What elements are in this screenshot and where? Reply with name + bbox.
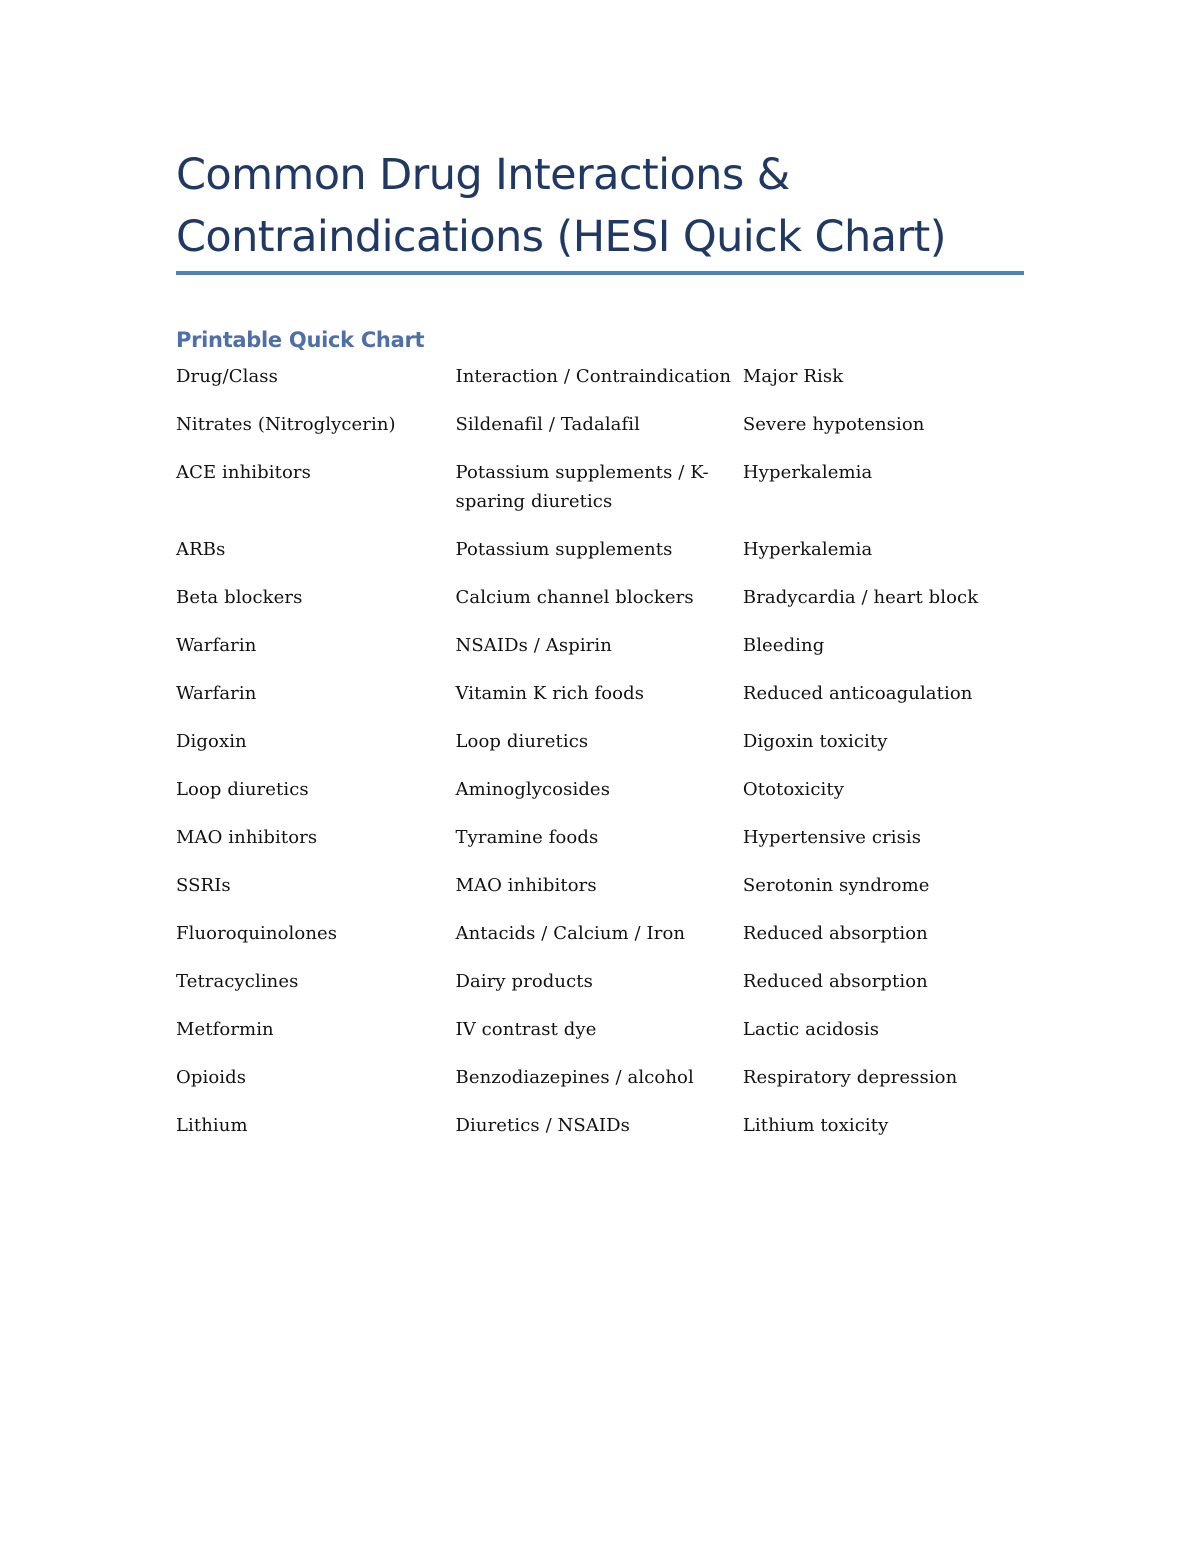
interaction-cell: Potassium supplements	[455, 539, 673, 560]
major-risk-cell: Hyperkalemia	[742, 539, 873, 560]
table-row	[176, 919, 1024, 967]
major-risk-cell: Bleeding	[742, 635, 825, 656]
drug-class-cell: Tetracyclines	[176, 971, 299, 992]
drug-class-cell: Fluoroquinolones	[176, 923, 338, 944]
table-row	[176, 458, 1024, 535]
major-risk-cell: Lithium toxicity	[742, 1115, 889, 1136]
document-title	[176, 144, 1024, 268]
drug-class-cell: MAO inhibitors	[176, 827, 318, 848]
interaction-cell: Sildenafil / Tadalafil	[455, 414, 640, 435]
interaction-cell: Loop diuretics	[455, 731, 589, 752]
title-line-1: Common Drug Interactions &	[176, 150, 790, 200]
table-row	[176, 410, 1024, 458]
major-risk-cell: Respiratory depression	[742, 1067, 958, 1088]
drug-class-cell: Beta blockers	[176, 587, 303, 608]
drug-class-cell: SSRIs	[176, 875, 231, 896]
drug-interaction-table	[176, 362, 1024, 1159]
section-heading: Printable Quick Chart	[176, 328, 425, 352]
drug-class-cell: ACE inhibitors	[176, 462, 311, 483]
major-risk-cell: Reduced anticoagulation	[742, 683, 973, 704]
drug-class-cell: Loop diuretics	[176, 779, 309, 800]
table-row	[176, 679, 1024, 727]
interaction-cell: MAO inhibitors	[455, 875, 597, 896]
column-header-major-risk: Major Risk	[742, 366, 844, 387]
major-risk-cell: Reduced absorption	[742, 923, 928, 944]
major-risk-cell: Bradycardia / heart block	[742, 587, 979, 608]
table-row	[176, 775, 1024, 823]
title-line-2: Contraindications (HESI Quick Chart)	[176, 212, 946, 262]
major-risk-cell: Hyperkalemia	[742, 462, 873, 483]
drug-class-cell: Lithium	[176, 1115, 248, 1136]
table-header-row	[176, 362, 1024, 410]
interaction-cell: Antacids / Calcium / Iron	[455, 923, 686, 944]
major-risk-cell: Hypertensive crisis	[742, 827, 922, 848]
table-row	[176, 1063, 1024, 1111]
drug-class-cell: ARBs	[176, 539, 226, 560]
drug-class-cell: Warfarin	[176, 683, 257, 704]
table-row	[176, 727, 1024, 775]
major-risk-cell: Serotonin syndrome	[742, 875, 930, 896]
table-row	[176, 967, 1024, 1015]
table-row	[176, 823, 1024, 871]
interaction-cell: Diuretics / NSAIDs	[455, 1115, 631, 1136]
major-risk-cell: Lactic acidosis	[742, 1019, 880, 1040]
interaction-cell: Calcium channel blockers	[455, 587, 694, 608]
interaction-cell: Dairy products	[455, 971, 593, 992]
major-risk-cell: Ototoxicity	[742, 779, 845, 800]
column-header-drug-class: Drug/Class	[176, 366, 278, 387]
interaction-cell: Vitamin K rich foods	[455, 683, 645, 704]
drug-class-cell: Warfarin	[176, 635, 257, 656]
table-row	[176, 1015, 1024, 1063]
table-row	[176, 583, 1024, 631]
title-underline-divider	[176, 271, 1024, 275]
drug-class-cell: Metformin	[176, 1019, 274, 1040]
interaction-cell: Aminoglycosides	[455, 779, 611, 800]
interaction-cell: IV contrast dye	[455, 1019, 597, 1040]
interaction-cell: NSAIDs / Aspirin	[455, 635, 612, 656]
table-row	[176, 535, 1024, 583]
major-risk-cell: Digoxin toxicity	[742, 731, 888, 752]
table-row	[176, 1111, 1024, 1159]
column-header-interaction: Interaction / Contraindication	[455, 366, 732, 387]
drug-class-cell: Nitrates (Nitroglycerin)	[176, 414, 396, 435]
major-risk-cell: Severe hypotension	[742, 414, 925, 435]
interaction-cell: Benzodiazepines / alcohol	[455, 1067, 694, 1088]
table-row	[176, 871, 1024, 919]
interaction-cell: Tyramine foods	[455, 827, 599, 848]
major-risk-cell: Reduced absorption	[742, 971, 928, 992]
interaction-cell: Potassium supplements / K-sparing diuretics	[455, 462, 709, 512]
table-body	[176, 362, 1024, 1159]
table-row	[176, 631, 1024, 679]
drug-class-cell: Digoxin	[176, 731, 247, 752]
drug-class-cell: Opioids	[176, 1067, 247, 1088]
